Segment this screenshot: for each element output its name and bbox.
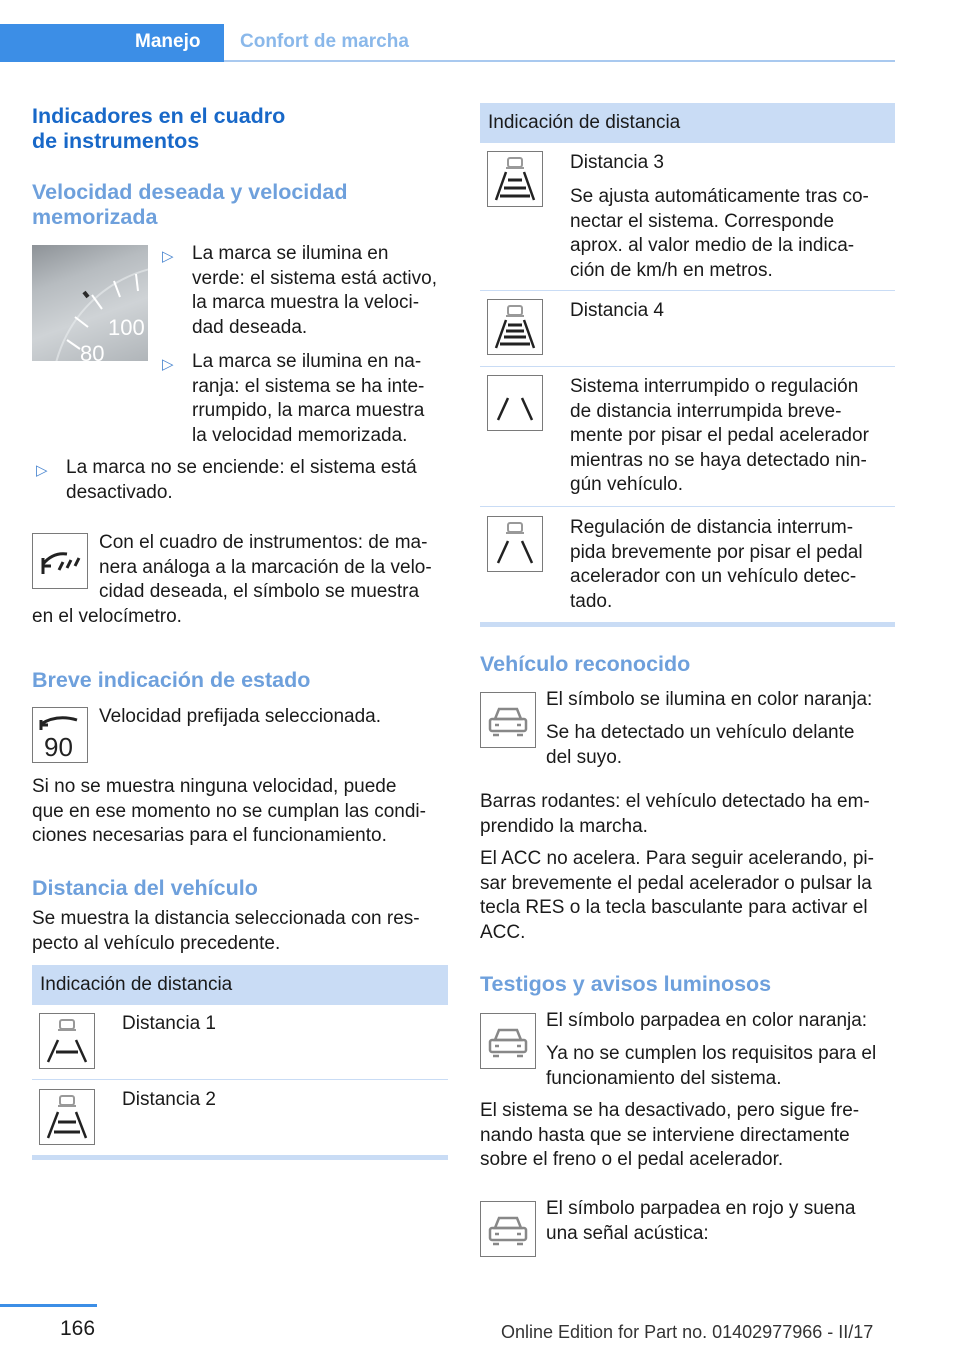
table-row: Distancia 1: [122, 1013, 216, 1034]
bullet-marker: ▷: [162, 356, 174, 373]
bullet-interrupted-text: La marca se ilumina en na- ranja: el sistema se ha inte- rrumpido, la marca muestra la velocidad memorizada.: [192, 351, 425, 446]
distance-1-icon: [39, 1013, 95, 1069]
table-header-right: Indicación de distancia: [480, 103, 895, 143]
vehiculo-line2: Se ha detectado un vehículo delante del suyo.: [546, 722, 855, 768]
edition-text: Online Edition for Part no. 01402977966 - II/17: [501, 1322, 874, 1342]
cuadro-text-end: en el velocímetro.: [32, 606, 182, 627]
heading-vehiculo-reconocido: Vehículo reconocido: [480, 652, 691, 676]
table-end: [480, 622, 895, 627]
testigo2-text: El símbolo parpadea en rojo y suena una señal acústica:: [546, 1198, 856, 1244]
row-interrupted-vehicle-text: Regulación de distancia interrum- pida brevemente por pisar el pedal acelerador con un vehículo detec- tado.: [570, 517, 863, 612]
table-header-left: Indicación de distancia: [32, 965, 448, 1005]
heading-velocidad: Velocidad deseada y velocidad memorizada: [32, 180, 348, 229]
acc-text: El ACC no acelera. Para seguir acelerando, pi- sar brevemente el pedal acelerador o pulsar la tecla RES o la tecla basculante para activar el ACC.: [480, 848, 874, 943]
speedometer-image: [32, 245, 148, 361]
vehicle-detected-icon: [480, 692, 536, 748]
bullet-off-text: La marca no se enciende: el sistema está desactivado.: [66, 457, 417, 503]
gauge-label-80: 80: [80, 341, 105, 361]
vehicle-warning-red-icon: [480, 1201, 536, 1257]
testigo1-line2: Ya no se cumplen los requisitos para el funcionamiento del sistema.: [546, 1043, 877, 1089]
table-separator: [480, 506, 895, 507]
bullet-marker: ▷: [36, 462, 48, 479]
svg-text:90: 90: [44, 732, 73, 762]
row-interrupted-text: Sistema interrumpido o regulación de distancia interrumpida breve- mente por pisar el pedal acelerador mientras no se haya detectado nin- gún vehículo.: [570, 376, 869, 496]
row-distancia-3-text: Se ajusta automáticamente tras co- nectar el sistema. Corresponde aprox. al valor medio de la indica- ción de km/h en metros.: [570, 186, 869, 281]
header-tab-manejo: Manejo: [135, 31, 201, 52]
set-speed-90-icon: [32, 707, 88, 763]
testigo1-line1: El símbolo parpadea en color naranja:: [546, 1010, 868, 1031]
table-separator: [480, 366, 895, 367]
interrupted-with-vehicle-icon: [487, 516, 543, 572]
speed-mark-icon: [32, 533, 88, 589]
table-end: [32, 1155, 448, 1160]
distancia-text: Se muestra la distancia seleccionada con res- pecto al vehículo precedente.: [32, 908, 420, 954]
distance-4-icon: [487, 299, 543, 355]
footer-rule: [0, 1304, 97, 1307]
bullet-active-text: La marca se ilumina en verde: el sistema está activo, la marca muestra la veloci- dad deseada.: [192, 243, 437, 338]
heading-testigos: Testigos y avisos luminosos: [480, 972, 772, 996]
no-speed-text: Si no se muestra ninguna velocidad, puede que en ese momento no se cumplan las condi- ciones necesarias para el funcionamiento.: [32, 776, 426, 847]
header-rule: [224, 60, 895, 62]
gauge-label-100: 100: [108, 315, 145, 340]
table-separator: [32, 1079, 448, 1080]
interrupted-no-vehicle-icon: [487, 375, 543, 431]
vehicle-warning-orange-icon: [480, 1013, 536, 1069]
header-tab-confort: Confort de marcha: [240, 31, 409, 52]
cuadro-text: Con el cuadro de instrumentos: de ma- nera análoga a la marcación de la velo- cidad deseada, el símbolo se muestra: [99, 532, 432, 603]
row-distancia-3-title: Distancia 3: [570, 152, 664, 173]
table-separator: [480, 290, 895, 291]
barras-text: Barras rodantes: el vehículo detectado ha em- prendido la marcha.: [480, 791, 870, 837]
heading-indicadores: Indicadores en el cuadro de instrumentos: [32, 104, 286, 153]
breve-text: Velocidad prefijada seleccionada.: [99, 706, 382, 727]
distance-3-icon: [487, 151, 543, 207]
bullet-marker: ▷: [162, 248, 174, 265]
row-distancia-4-title: Distancia 4: [570, 300, 664, 321]
heading-distancia: Distancia del vehículo: [32, 876, 258, 900]
distance-2-icon: [39, 1089, 95, 1145]
page-number: 166: [60, 1317, 96, 1340]
heading-breve: Breve indicación de estado: [32, 668, 311, 692]
table-row: Distancia 2: [122, 1089, 216, 1110]
desactivado-text: El sistema se ha desactivado, pero sigue fre- nando hasta que se interviene directamente sobre el freno o el pedal acelerador.: [480, 1100, 860, 1171]
vehiculo-line1: El símbolo se ilumina en color naranja:: [546, 689, 873, 710]
